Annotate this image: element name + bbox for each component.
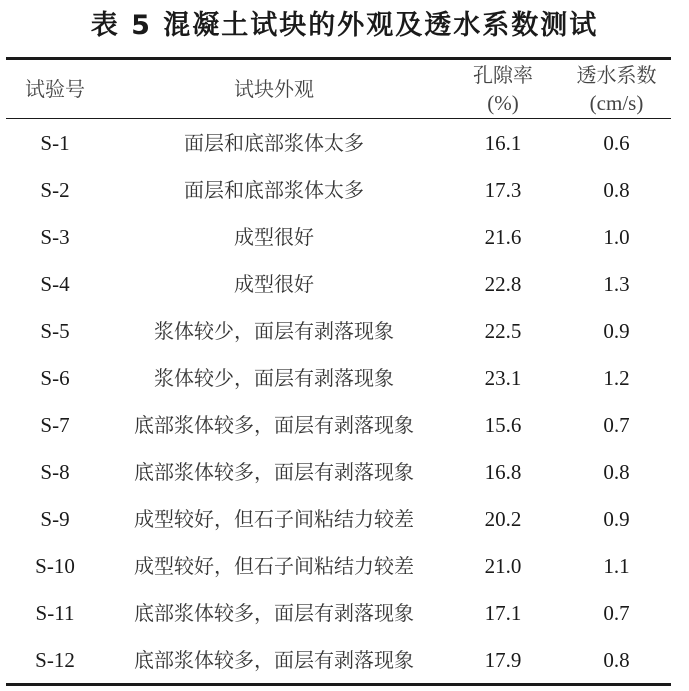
- header-rule: [6, 118, 671, 119]
- cell-permeability: 0.6: [603, 131, 630, 155]
- cell-appearance: 成型很好: [234, 225, 314, 249]
- header-porosity: [444, 61, 562, 117]
- table-title: 表 5 混凝土试块的外观及透水系数测试: [90, 10, 599, 41]
- header-permeability-label: 透水系数: [576, 63, 657, 87]
- cell-test-id: S-9: [40, 507, 70, 531]
- cell-porosity: 23.1: [484, 366, 522, 390]
- cell-porosity: 16.1: [484, 131, 522, 155]
- cell-porosity: 20.2: [484, 507, 522, 531]
- cell-permeability: 0.7: [603, 413, 630, 437]
- cell-test-id: S-11: [35, 601, 75, 625]
- header-porosity-unit: (%): [487, 91, 519, 115]
- table-row: [6, 167, 671, 214]
- cell-porosity: 17.1: [484, 601, 522, 625]
- table-row: [6, 214, 671, 261]
- cell-appearance: 底部浆体较多，面层有剥落现象: [134, 413, 414, 437]
- cell-permeability: 1.3: [603, 272, 630, 296]
- cell-test-id: S-7: [40, 413, 70, 437]
- bottom-rule: [6, 683, 671, 686]
- cell-appearance: 成型很好: [234, 272, 314, 296]
- table-row: [6, 261, 671, 308]
- cell-permeability: 1.2: [603, 366, 630, 390]
- cell-test-id: S-5: [40, 319, 70, 343]
- cell-permeability: 0.7: [603, 601, 630, 625]
- cell-permeability: 0.8: [603, 460, 630, 484]
- cell-test-id: S-12: [35, 648, 75, 672]
- table-row: [6, 449, 671, 496]
- cell-porosity: 16.8: [484, 460, 522, 484]
- cell-appearance: 底部浆体较多，面层有剥落现象: [134, 648, 414, 672]
- cell-porosity: 21.6: [484, 225, 522, 249]
- cell-porosity: 17.3: [484, 178, 522, 202]
- cell-permeability: 0.8: [603, 648, 630, 672]
- cell-test-id: S-2: [40, 178, 70, 202]
- cell-appearance: 底部浆体较多，面层有剥落现象: [134, 460, 414, 484]
- cell-porosity: 21.0: [484, 554, 522, 578]
- cell-appearance: 成型较好，但石子间粘结力较差: [134, 507, 414, 531]
- table-row: [6, 543, 671, 590]
- cell-test-id: S-1: [40, 131, 70, 155]
- cell-permeability: 0.8: [603, 178, 630, 202]
- cell-porosity: 22.8: [484, 272, 522, 296]
- cell-test-id: S-8: [40, 460, 70, 484]
- cell-test-id: S-3: [40, 225, 70, 249]
- table-header: [6, 60, 671, 118]
- cell-appearance: 浆体较少，面层有剥落现象: [154, 366, 394, 390]
- table-row: [6, 590, 671, 637]
- table-body: [6, 120, 671, 684]
- table-row: [6, 355, 671, 402]
- cell-appearance: 面层和底部浆体太多: [184, 178, 364, 202]
- cell-porosity: 17.9: [484, 648, 522, 672]
- table-row: [6, 637, 671, 684]
- header-porosity-label: 孔隙率: [473, 63, 533, 87]
- cell-appearance: 底部浆体较多，面层有剥落现象: [134, 601, 414, 625]
- cell-permeability: 1.0: [603, 225, 630, 249]
- table-row: [6, 496, 671, 543]
- header-appearance: 试块外观: [234, 77, 314, 101]
- cell-porosity: 15.6: [484, 413, 522, 437]
- header-test-id: 试验号: [25, 77, 85, 101]
- cell-appearance: 面层和底部浆体太多: [184, 131, 364, 155]
- cell-test-id: S-6: [40, 366, 70, 390]
- cell-appearance: 成型较好，但石子间粘结力较差: [134, 554, 414, 578]
- cell-permeability: 1.1: [603, 554, 630, 578]
- table-row: [6, 308, 671, 355]
- table-row: [6, 402, 671, 449]
- cell-test-id: S-4: [40, 272, 70, 296]
- table-row: [6, 120, 671, 167]
- cell-permeability: 0.9: [603, 319, 630, 343]
- header-permeability: [562, 61, 671, 117]
- cell-porosity: 22.5: [484, 319, 522, 343]
- cell-permeability: 0.9: [603, 507, 630, 531]
- cell-test-id: S-10: [35, 554, 75, 578]
- header-permeability-unit: (cm/s): [589, 91, 644, 115]
- cell-appearance: 浆体较少，面层有剥落现象: [154, 319, 394, 343]
